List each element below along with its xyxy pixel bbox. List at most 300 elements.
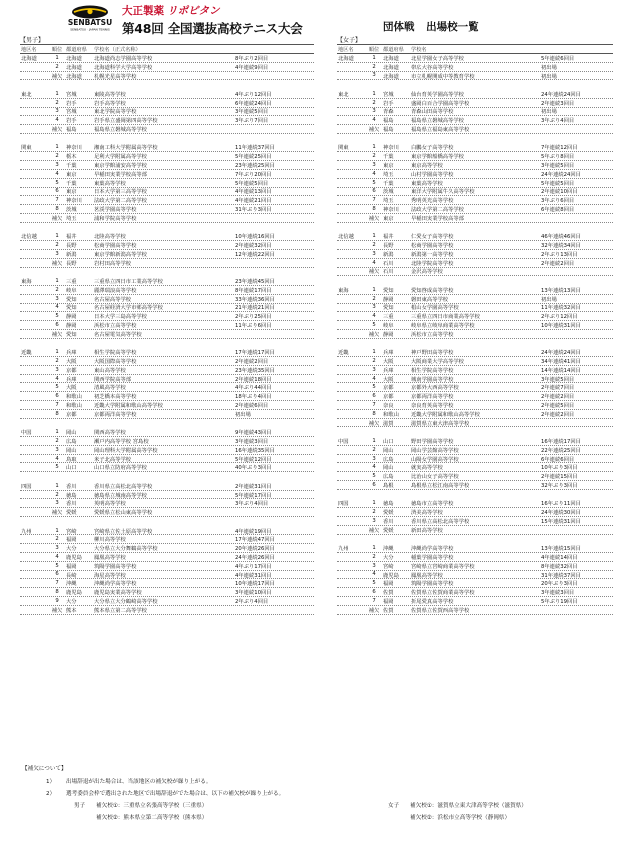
record-cell: 2年連続18回目 [235,376,272,383]
rank-cell: 補欠 [368,331,380,338]
table-row [20,606,314,615]
record-cell: 10年連続31回目 [541,323,581,329]
svg-text:SENBATSU: SENBATSU [67,18,113,27]
rank-cell: 補欠 [368,215,380,222]
table-row [337,544,613,553]
prefecture-cell: 和歌山 [66,402,82,409]
table-row [337,312,613,321]
record-cell: 24年連続24回目 [541,91,581,98]
prefecture-cell: 大分 [66,598,77,605]
rank-cell: 6 [372,589,376,596]
school-cell: 東京学館浦安高等学校 [94,163,147,170]
record-cell: 8年連続17回目 [235,287,272,294]
rank-cell: 3 [55,545,59,552]
record-cell: 32年ぶり3回目 [541,482,578,489]
school-cell: 岡山理科大学附属高等学校 [94,447,158,454]
record-cell: 16年連続17回目 [541,438,581,445]
rank-cell: 1 [372,286,376,293]
school-cell: 北海道科学大学高等学校 [94,64,153,71]
prefecture-cell: 茨城 [66,207,77,214]
record-cell: 初出場 [541,296,557,303]
table-row [337,472,613,481]
table-row [337,125,613,134]
school-cell: 英明高等学校 [94,501,126,508]
record-cell: 初出場 [541,64,557,71]
region-cell: 北信越 [338,234,354,241]
group-spacer [337,535,613,545]
table-row [20,482,314,491]
rank-cell: 4 [372,571,376,578]
rank-cell: 補欠 [51,73,63,80]
rank-cell: 4 [55,170,59,177]
rank-cell: 2 [372,153,376,160]
rank-cell: 3 [372,455,376,462]
rank-cell: 4 [372,170,376,177]
rank-cell: 補欠 [368,527,380,534]
rank-cell: 補欠 [51,127,63,134]
school-cell: 沖縄尚学高等学校 [94,581,137,588]
prefecture-cell: 千葉 [383,154,394,161]
prefecture-cell: 新潟 [383,251,394,258]
school-cell: 城南学園高等学校 [411,376,454,383]
school-cell: 済美高等学校 [411,510,443,517]
prefecture-cell: 新潟 [66,251,77,258]
table-row [337,144,613,153]
prefecture-cell: 兵庫 [66,376,77,383]
prefecture-cell: 沖縄 [66,581,77,588]
table-row [20,54,314,63]
rank-cell: 2 [372,509,376,516]
rank-cell: 5 [372,473,376,480]
region-cell: 近畿 [338,350,349,357]
region-cell: 中国 [21,430,32,437]
rank-cell: 7 [372,597,376,604]
school-cell: 仙台育英学園高等学校 [411,91,464,98]
record-cell: 2年ぶり12回目 [541,314,578,321]
school-cell: 新潟第一高等学校 [411,251,454,258]
rank-cell: 1 [55,482,59,489]
senbatsu-logo [58,4,122,32]
table-row [337,508,613,517]
rank-cell: 7 [372,197,376,204]
prefecture-cell: 徳島 [383,501,394,508]
group-spacer [20,339,314,349]
school-cell: 浦和学院高等学校 [94,215,137,222]
table-row [337,170,613,179]
region-cell: 四国 [338,501,349,508]
table-row [20,463,314,472]
record-cell: 4年連続21回目 [235,198,272,205]
table-row [337,286,613,295]
prefecture-cell: 京都 [383,394,394,401]
rank-cell: 3 [372,108,376,115]
prefecture-cell: 静岡 [66,323,77,329]
region-cell: 関東 [338,145,349,152]
school-cell: 山村学園高等学校 [411,171,454,178]
record-cell: 16年ぶり11回目 [541,501,581,508]
table-row [20,259,314,268]
table-row [20,446,314,455]
school-cell: 佐賀県立佐賀商業高等学校 [411,590,475,597]
table-row [337,588,613,597]
rank-cell: 3 [372,562,376,569]
school-cell: 新田高等学校 [411,527,443,534]
school-cell: 市立札幌開成中等教育学校 [411,73,475,80]
sponsor-name: 大正製薬 リポビタン [122,5,220,17]
table-row [20,588,314,597]
header-rank: 順位 [368,46,380,53]
prefecture-cell: 岩手 [383,100,394,107]
prefecture-cell: 島根 [383,482,394,489]
page-title: 第48回 全国選抜高校テニス大会 [122,21,303,36]
record-cell: 9年連続43回目 [235,430,272,437]
table-row [20,286,314,295]
rank-cell: 3 [55,500,59,507]
table-row [337,161,613,170]
rank-cell: 4 [372,375,376,382]
school-cell: 愛媛県立松山東高等学校 [94,510,153,517]
prefecture-cell: 東京 [66,189,77,196]
school-cell: 東京高等学校 [411,163,443,170]
prefecture-cell: 東京 [383,163,394,170]
region-cell: 近畿 [21,350,32,357]
table-row [337,108,613,117]
school-cell: 法政大学第二高等学校 [94,198,147,205]
rank-cell: 9 [55,597,59,604]
prefecture-cell: 愛知 [66,305,77,312]
note-2-text: 選考委員会枠で選出された地区で出場辞退がでた場合は、以下の補欠校が繰り上がる。 [66,791,285,797]
rank-cell: 1 [372,90,376,97]
table-row [20,232,314,241]
table-row [337,463,613,472]
prefecture-cell: 福岡 [383,581,394,588]
table-row [337,348,613,357]
record-cell: 4年連続19回目 [235,528,272,535]
school-cell: 早稲田実業学校高等部 [411,215,464,222]
school-cell: 福島県立磐城高等学校 [94,127,147,134]
girls-substitute-2: 補欠校②：浜松市立高等学校（静岡県） [410,815,511,821]
region-cell: 四国 [21,483,32,490]
table-row [337,392,613,401]
rank-cell: 1 [55,349,59,356]
rank-cell: 補欠 [51,331,63,338]
rank-cell: 4 [55,553,59,560]
region-cell: 九州 [338,546,349,553]
record-cell: 24年連続26回目 [235,554,275,561]
prefecture-cell: 福岡 [66,537,77,544]
region-cell: 中国 [338,438,349,445]
rank-cell: 1 [372,437,376,444]
prefecture-cell: 茨城 [383,189,394,196]
record-cell: 2年連続2回目 [541,394,575,401]
prefecture-cell: 北海道 [383,64,399,71]
region-cell: 北海道 [338,55,354,62]
table-row [337,268,613,277]
prefecture-cell: 東京 [66,171,77,178]
table-row [20,304,314,313]
table-row [337,375,613,384]
table-row [20,144,314,153]
table-row [20,366,314,375]
record-cell: 3年連続5回目 [541,376,575,383]
school-cell: 折尾愛真高等学校 [411,598,454,605]
prefecture-cell: 岡山 [66,447,77,454]
record-cell: 10年ぶり3回目 [541,465,578,472]
prefecture-cell: 東京 [383,215,394,222]
group-spacer [20,268,314,278]
table-row [20,188,314,197]
school-cell: 愛知啓成高等学校 [411,287,454,294]
school-cell: 青森山田高等学校 [411,109,454,116]
rank-cell: 5 [372,384,376,391]
table-row [20,241,314,250]
school-cell: 筑陽学園高等学校 [94,563,137,570]
prefecture-cell: 千葉 [66,180,77,187]
rank-cell: 4 [55,375,59,382]
rank-cell: 1 [55,233,59,240]
rank-cell: 5 [55,179,59,186]
record-cell: 6年連続6回目 [541,456,575,463]
record-cell: 4年連続31回目 [235,572,272,579]
rank-cell: 2 [372,242,376,249]
prefecture-cell: 神奈川 [66,145,82,152]
table-row [337,321,613,330]
table-row [337,295,613,304]
prefecture-cell: 大阪 [66,358,77,365]
prefecture-cell: 香川 [66,483,77,490]
school-cell: 京都両洋高等学校 [411,394,454,401]
record-cell: 15年連続31回目 [541,518,581,525]
prefecture-cell: 千葉 [383,180,394,187]
table-row [20,401,314,410]
prefecture-cell: 愛知 [383,287,394,294]
table-row [20,116,314,125]
prefecture-cell: 愛知 [66,296,77,303]
table-row [337,499,613,508]
table-row [337,410,613,419]
school-cell: 日本大学第三高等学校 [94,189,147,196]
rank-cell: 2 [372,357,376,364]
header-rank: 順位 [51,46,63,53]
table-row [337,304,613,313]
table-row [20,295,314,304]
note-2-number: 2） [46,791,56,797]
table-row [20,553,314,562]
record-cell: 2年連続31回目 [235,483,272,490]
prefecture-cell: 静岡 [66,314,77,321]
rank-cell: 1 [55,527,59,534]
prefecture-cell: 長野 [66,243,77,250]
rank-cell: 6 [372,188,376,195]
school-cell: 東北学院高等学校 [94,109,137,116]
prefecture-cell: 愛媛 [383,510,394,517]
prefecture-cell: 愛媛 [66,510,77,517]
record-cell: 34年連続41回目 [541,358,581,365]
school-cell: 比治山女子高等学校 [411,474,459,481]
rank-cell: 5 [372,580,376,587]
rank-cell: 1 [55,144,59,151]
table-row [337,205,613,214]
prefecture-cell: 三重 [66,279,77,286]
table-row [20,499,314,508]
prefecture-cell: 和歌山 [66,394,82,401]
prefecture-cell: 宮城 [383,91,394,98]
prefecture-cell: 北海道 [383,73,399,80]
table-row [337,597,613,606]
record-cell: 5年連続5回目 [235,180,269,187]
prefecture-cell: 埼玉 [383,171,394,178]
rank-cell: 2 [55,357,59,364]
school-cell: 名古屋経済大学市邨高等学校 [94,305,163,312]
school-cell: 日本大学三島高等学校 [94,314,147,321]
school-cell: 京都外大西高等学校 [411,385,459,392]
table-row [20,330,314,339]
record-cell: 初出場 [541,109,557,116]
prefecture-cell: 愛知 [66,331,77,338]
rank-cell: 4 [55,455,59,462]
prefecture-cell: 北海道 [66,73,82,80]
prefecture-cell: 長野 [66,260,77,267]
prefecture-cell: 三重 [383,314,394,321]
table-row [20,125,314,134]
rank-cell: 8 [55,410,59,417]
table-row [337,571,613,580]
school-cell: 麗澤瑞浪高等学校 [94,287,137,294]
record-cell: 2年連続10回目 [541,189,578,196]
school-cell: 徳島市立高等学校 [411,501,454,508]
table-row [20,437,314,446]
table-row [20,544,314,553]
prefecture-cell: 千葉 [66,163,77,170]
record-cell: 2年連続15回目 [541,474,578,481]
note-1-number: 1） [46,779,56,785]
record-cell: 2年連続32回目 [235,243,272,250]
rank-cell: 3 [55,366,59,373]
school-cell: 早稲田実業学校高等部 [94,171,147,178]
record-cell: 3年ぶり4回目 [235,501,269,508]
women-table [337,44,613,615]
record-cell: 2年連続2回目 [541,260,575,267]
school-cell: 宮崎県立佐土原高等学校 [94,528,153,535]
record-cell: 16年連続35回目 [235,447,275,454]
prefecture-cell: 北海道 [66,55,82,62]
rank-cell: 3 [372,304,376,311]
table-row [337,99,613,108]
region-cell: 東北 [21,91,32,98]
school-cell: 香川県立高松北高等学校 [411,518,470,525]
prefecture-cell: 福島 [383,127,394,134]
rank-cell: 5 [55,562,59,569]
record-cell: 4年ぶり17回目 [235,563,272,570]
record-cell: 2年連続7回目 [541,385,575,392]
prefecture-cell: 山口 [383,438,394,445]
prefecture-cell: 徳島 [66,492,77,499]
prefecture-cell: 熊本 [66,607,77,614]
rank-cell: 3 [55,295,59,302]
notes-title: 【補欠について】 [22,766,67,772]
rank-cell: 7 [372,401,376,408]
school-cell: 清風高等学校 [94,385,126,392]
school-cell: 香川県立高松北高等学校 [94,483,153,490]
prefecture-cell: 佐賀 [383,607,394,614]
rank-cell: 2 [372,446,376,453]
rank-cell: 6 [55,571,59,578]
school-cell: 名古屋電気高等学校 [94,331,142,338]
table-row [20,392,314,401]
record-cell: 2年連続5回目 [541,402,575,409]
record-cell: 3年連続5回目 [235,109,269,116]
school-cell: 東洋大学附属牛久高等学校 [411,189,475,196]
school-cell: 大分県立大分舞鶴高等学校 [94,546,158,553]
record-cell: 初出場 [541,73,557,80]
rank-cell: 2 [55,99,59,106]
rank-cell: 2 [372,99,376,106]
record-cell: 4年連続14回目 [541,554,578,561]
table-row [337,54,613,63]
record-cell: 20年ぶり3回目 [541,581,578,588]
prefecture-cell: 神奈川 [66,198,82,205]
table-row [337,330,613,339]
table-row [337,517,613,526]
school-cell: 三重県立四日市商業高等学校 [411,314,480,321]
rank-cell: 1 [372,54,376,61]
prefecture-cell: 滋賀 [383,420,394,427]
school-cell: 岩村田高等学校 [94,260,132,267]
school-cell: 大阪商業大学高等学校 [411,358,464,365]
school-cell: 米子北高等学校 [94,456,132,463]
school-cell: 北陸学院高等学校 [411,260,454,267]
school-cell: 東山高等学校 [94,367,126,374]
record-cell: 8年ぶり2回目 [235,55,269,62]
school-cell: 京都両洋高等学校 [94,411,137,418]
rank-cell: 2 [55,491,59,498]
record-cell: 24年連続24回目 [541,171,581,178]
prefecture-cell: 大分 [66,546,77,553]
table-row [20,214,314,223]
rank-cell: 5 [55,313,59,320]
rank-cell: 1 [55,429,59,436]
boys-label: 男子 [74,803,86,809]
record-cell: 3年ぶり6回目 [541,198,575,205]
note-1-text: 出場辞退が出た場合は、当該地区の補欠校が繰り上がる。 [66,779,212,785]
school-cell: 鳳凰高等学校 [94,554,126,561]
prefecture-cell: 和歌山 [383,411,399,418]
prefecture-cell: 福岡 [66,563,77,570]
record-cell: 13年連続13回目 [541,287,581,294]
rank-cell: 7 [55,197,59,204]
prefecture-cell: 宮崎 [383,563,394,570]
rank-cell: 8 [372,410,376,417]
prefecture-cell: 兵庫 [383,367,394,374]
men-table-header [20,44,314,54]
record-cell: 2年ぶり13回目 [541,251,578,258]
table-row [20,579,314,588]
school-cell: 海星高等学校 [94,572,126,579]
record-cell: 5年連続25回目 [235,154,272,161]
table-row [20,99,314,108]
prefecture-cell: 沖縄 [383,546,394,553]
region-cell: 東海 [21,279,32,286]
prefecture-cell: 岩手 [66,118,77,125]
school-cell: 関西高等学校 [94,430,126,437]
record-cell: 2年連続2回目 [235,358,269,365]
rank-cell: 2 [372,553,376,560]
school-cell: 福島県立福島東高等学校 [411,127,470,134]
record-cell: 4年連続13回目 [235,189,272,196]
prefecture-cell: 愛媛 [383,527,394,534]
school-cell: 相生学院高等学校 [94,350,137,357]
rank-cell: 2 [55,437,59,444]
